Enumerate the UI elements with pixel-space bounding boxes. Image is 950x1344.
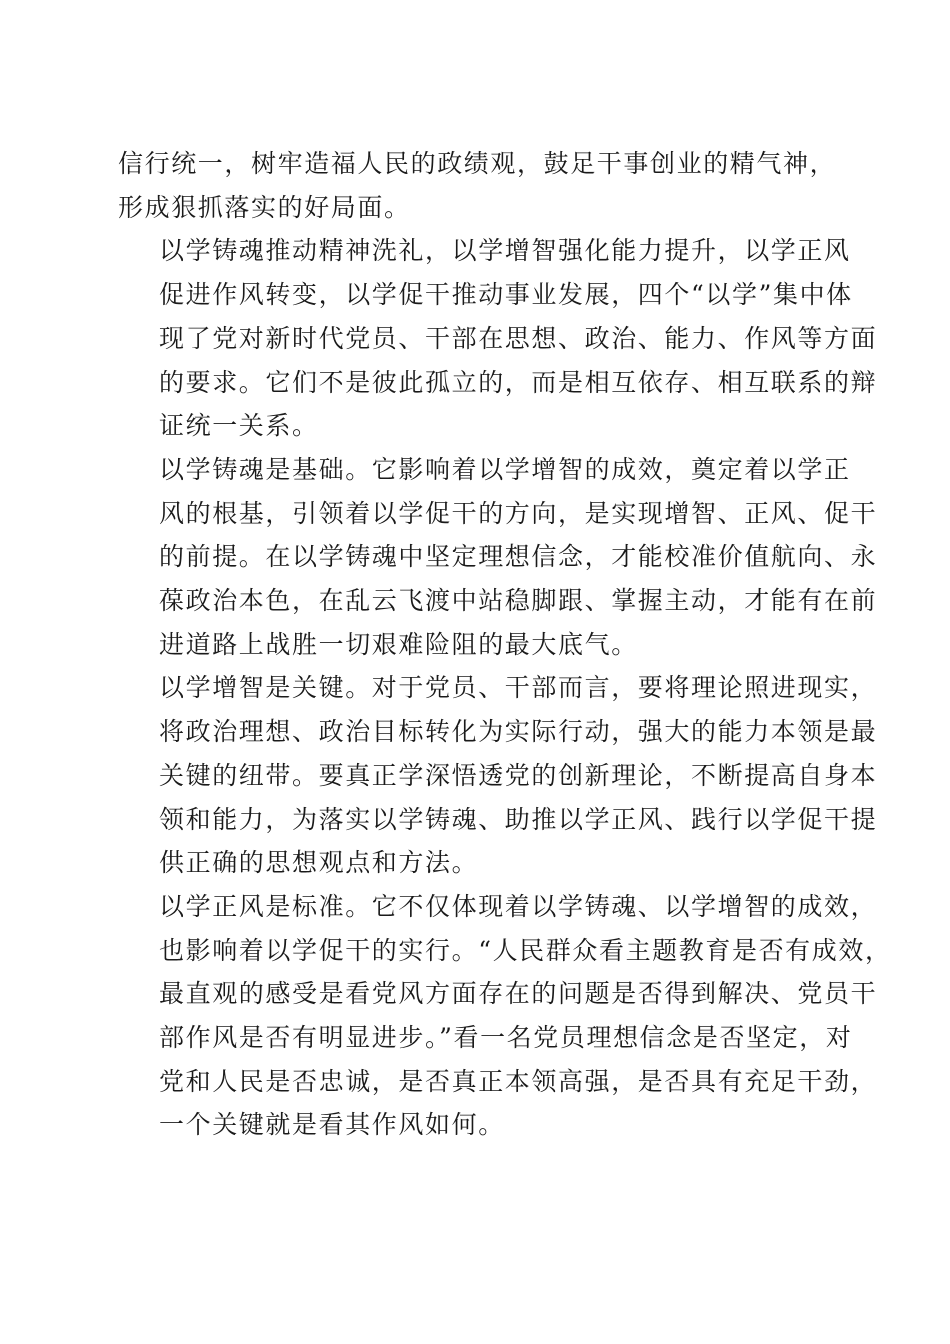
text-line: 现了党对新时代党员、干部在思想、政治、能力、作风等方面 (159, 323, 878, 353)
text-line: 以学正风是标准。它不仅体现着以学铸魂、以学增智的成效， (159, 891, 878, 921)
text-line: 也影响着以学促干的实行。“人民群众看主题教育是否有成效， (159, 935, 892, 965)
paragraph-foundation (118, 448, 878, 667)
text-line: 葆政治本色，在乱云飞渡中站稳脚跟、掌握主动，才能有在前 (159, 586, 878, 616)
text-line: 部作风是否有明显进步。”看一名党员理想信念是否坚定，对 (159, 1023, 853, 1053)
paragraph-standard (118, 885, 892, 1147)
text-line: 风的根基，引领着以学促干的方向，是实现增智、正风、促干 (159, 498, 878, 528)
text-line: 进道路上战胜一切艰难险阻的最大底气。 (159, 629, 638, 659)
text-line: 的要求。它们不是彼此孤立的，而是相互依存、相互联系的辩 (159, 367, 878, 397)
text-line: 将政治理想、政治目标转化为实际行动，强大的能力本领是最 (159, 717, 878, 747)
text-line: 领和能力，为落实以学铸魂、助推以学正风、践行以学促干提 (159, 804, 878, 834)
text-line: 以学铸魂推动精神洗礼，以学增智强化能力提升，以学正风 (159, 236, 851, 266)
text-line: 的前提。在以学铸魂中坚定理想信念，才能校准价值航向、永 (159, 542, 878, 572)
text-line: 以学增智是关键。对于党员、干部而言，要将理论照进现实， (159, 673, 878, 703)
text-line: 关键的纽带。要真正学深悟透党的创新理论，不断提高自身本 (159, 760, 878, 790)
text-line: 一个关键就是看其作风如何。 (159, 1110, 505, 1140)
text-line: 党和人民是否忠诚，是否真正本领高强，是否具有充足干劲， (159, 1066, 878, 1096)
paragraph-key (118, 666, 878, 885)
text-line: 促进作风转变，以学促干推动事业发展，四个“以学”集中体 (159, 280, 853, 310)
text-line: 形成狠抓落实的好局面。 (118, 192, 411, 222)
text-line: 证统一关系。 (159, 411, 319, 441)
text-line: 供正确的思想观点和方法。 (159, 848, 479, 878)
paragraph-four-learnings (118, 229, 878, 448)
paragraph-continuation (118, 142, 837, 229)
text-line: 以学铸魂是基础。它影响着以学增智的成效，奠定着以学正 (159, 454, 851, 484)
body-text (118, 142, 892, 1147)
text-line: 最直观的感受是看党风方面存在的问题是否得到解决、党员干 (159, 979, 878, 1009)
text-line: 信行统一，树牢造福人民的政绩观，鼓足干事创业的精气神， (118, 149, 837, 178)
